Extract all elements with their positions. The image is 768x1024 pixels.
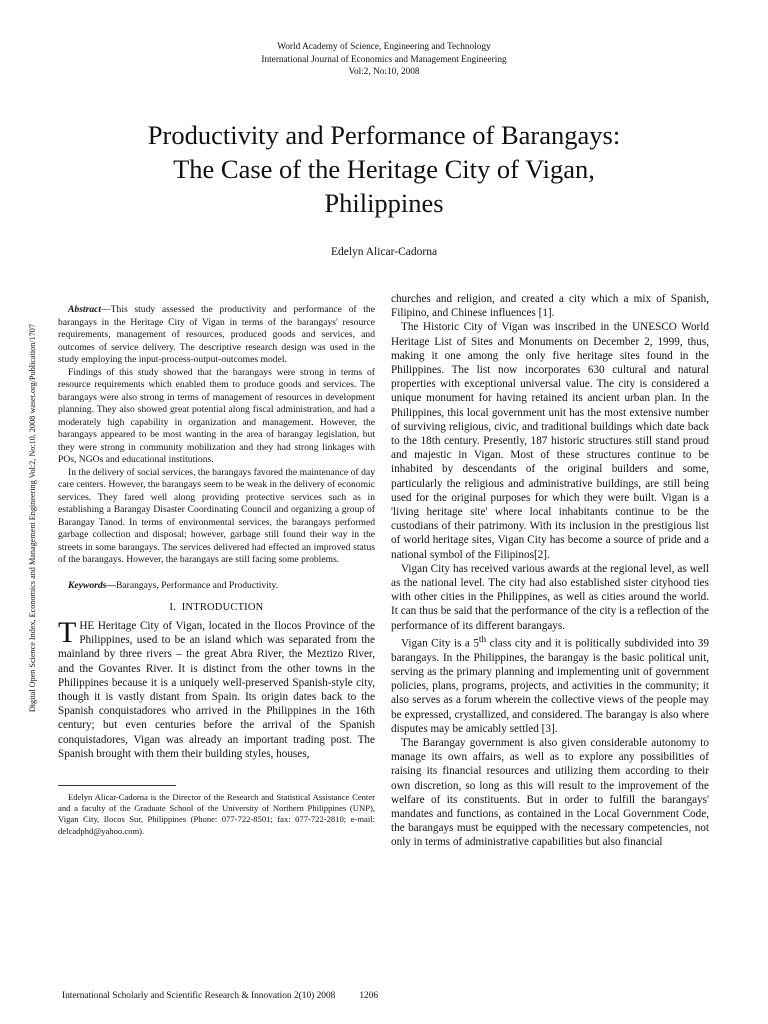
- author-footnote: Edelyn Alicar-Cadorna is the Director of the Research and Statistical Assistance Center and a faculty of the Graduate School of the University of Northern Philippines (UNP), Vigan City, Ilocos Sur, Philippines (Phone: 077-722-8501; fax: 077-722-2810; e-mail: delcadphd@yahoo.com).: [58, 792, 375, 836]
- keywords: [58, 580, 375, 593]
- sidebar-citation-text: Digital Open Science Index, Economics and Management Engineering Vol:2, No:10, 2008 waset.org/Publication/1707: [28, 323, 37, 713]
- section-title-rest: NTRODUCTION: [185, 602, 264, 613]
- right-paragraph-4: [391, 633, 709, 736]
- header-line-3: Vol:2, No:10, 2008: [348, 67, 420, 77]
- title-line-1: Productivity and Performance of Barangays:: [147, 120, 621, 150]
- intro-paragraph-1: [58, 616, 375, 761]
- sidebar-citation: [26, 318, 40, 718]
- keywords-label: Keywords: [68, 579, 107, 591]
- right-paragraph-5: The Barangay government is also given considerable autonomy to manage its own affairs, as well as to explore any possibilities of raising its financial resources and utilizing them according to their own discretion, so long as this will result to the improvement of the welfare of its constituents. But in order to fulfill the barangays' mandates and functions, as contained in the Local Government Code, the barangays must be equipped with the necessary competencies, not only in terms of administrative capabilities but also financial: [391, 737, 709, 849]
- intro-text-1: HE Heritage City of Vigan, located in the Ilocos Province of the Philippines, used to be an island which was separated from the mainland by three rivers – the great Abra River, the Meztizo River, and the Govantes River. It is distinct from the other towns in the Philippines because it is a uniquely well-preserved Spanish-style city, though it is vastly distant from Spain. Its origin dates back to the Spanish conquistadores who arrived in the Philippines in the 16th century; but even centuries before the arrival of the Spanish conquistadores, Vigan was already an important trading post. The Spanish brought with them their building styles, houses,: [58, 620, 375, 760]
- introduction-body: [58, 616, 375, 761]
- title-line-3: Philippines: [324, 188, 444, 218]
- abstract-paragraph-2: Findings of this study showed that the barangays were strong in terms of resource requirements which enabled them to produce goods and services. The barangays were also strong in terms of management of resources in development planning. They also showed great potential along fiscal administration, and had a moderately high capability in organization and management. However, the barangays appeared to be most wanting in the area of barangay legislation, but they were strong in community mobilization and they had strong linkages with POs, NGOs and educational institutions.: [58, 366, 375, 465]
- journal-header: [0, 41, 768, 79]
- right-paragraph-4-b: class city and it is politically subdivided into 39 barangays. In the Philippines, the barangay is the basic political unit, serving as the primary planning and implementing unit of government policies, plans, programs, projects, and activities in the community; it also serves as a forum wherein the collective views of the people may be expressed, crystallized, and considered. The barangay is also where disputes may be amicably settled [3].: [391, 637, 709, 735]
- title-line-2: The Case of the Heritage City of Vigan,: [173, 154, 595, 184]
- paper-title: [60, 118, 708, 220]
- right-paragraph-3: Vigan City has received various awards at the regional level, as well as the national level. The city had also established sister cityhood ties with other cities in the Philippines, as well as cities around the world. It can thus be said that the performance of the city is a reflection of the performance of its different barangays.: [391, 562, 709, 632]
- abstract-label: Abstract: [68, 304, 102, 315]
- right-paragraph-1: churches and religion, and created a city which a mix of Spanish, Filipino, and Chinese influences [1].: [391, 293, 709, 320]
- abstract-paragraph-1: [58, 304, 375, 367]
- left-column: [58, 292, 375, 837]
- page-footer: [62, 991, 378, 1001]
- right-paragraph-4-a: Vigan City is a 5: [401, 637, 479, 650]
- keywords-dash: —: [106, 579, 116, 591]
- abstract: [58, 304, 375, 567]
- section-number: I.: [169, 602, 177, 613]
- header-line-1: World Academy of Science, Engineering and Technology: [277, 42, 491, 52]
- header-line-2: International Journal of Economics and Management Engineering: [261, 54, 507, 65]
- superscript-th: th: [478, 634, 487, 645]
- right-paragraph-2: The Historic City of Vigan was inscribed in the UNESCO World Heritage List of Sites and Monuments on December 2, 1999, thus, making it one among the only five heritage sites found in the Philippines. The list now incorporates 630 cultural and natural properties with exceptional universal value. The city is considered a unique monument for having retained its ancient urban plan. In the Philippines, this local government unit has the most extensive number of surviving religious, civic, and traditional buildings which date back to the 18th century. Presently, 187 historic structures still stand proud and majestic in Vigan. Most of these structures continue to be inhabited by descendants of the original builders and some, particularly the religious and administrative buildings, are still being used for the original purposes for which they were built. Vigan is a 'living heritage site' where local inhabitants continue to be the custodians of their patrimony. With its inclusion in the prestigious list of world heritage sites, Vigan City has become a source of pride and a national symbol of the Filipinos[2].: [391, 321, 709, 561]
- right-column: [391, 292, 709, 850]
- footnote-divider: [58, 785, 176, 786]
- keywords-text: Barangays, Performance and Productivity.: [115, 579, 279, 591]
- section-title-first-letter: I: [181, 602, 186, 613]
- footer-text: International Scholarly and Scientific Research & Innovation 2(10) 2008: [62, 991, 336, 1001]
- author-name: Edelyn Alicar-Cadorna: [330, 246, 438, 258]
- abstract-paragraph-3: In the delivery of social services, the barangays favored the maintenance of day care centers. However, the barangays seem to be weak in the delivery of economic services. They fared well along providing protective services such as in establishing a Barangay Disaster Coordinating Council and organizing a group of Barangay Tanod. In terms of environmental services, the barangays performed garbage collection and disposal; however, garbage still found their way in the streets in some barangays. The services delivered had effected an improved status of the barangays. However, the barangays are still facing some problems.: [58, 466, 375, 565]
- abstract-text-1: This study assessed the productivity and performance of the barangays in the Heritage City of Vigan in terms of the barangays' resource requirements, management of resources, produced goods and services, and outcomes of service delivery. The descriptive research design was used in the study employing the input-process-output-outcomes model.: [58, 304, 375, 365]
- section-heading-introduction: [58, 602, 375, 613]
- page-number: 1206: [359, 991, 379, 1001]
- abstract-dash: —: [101, 304, 111, 315]
- drop-cap: T: [58, 616, 77, 649]
